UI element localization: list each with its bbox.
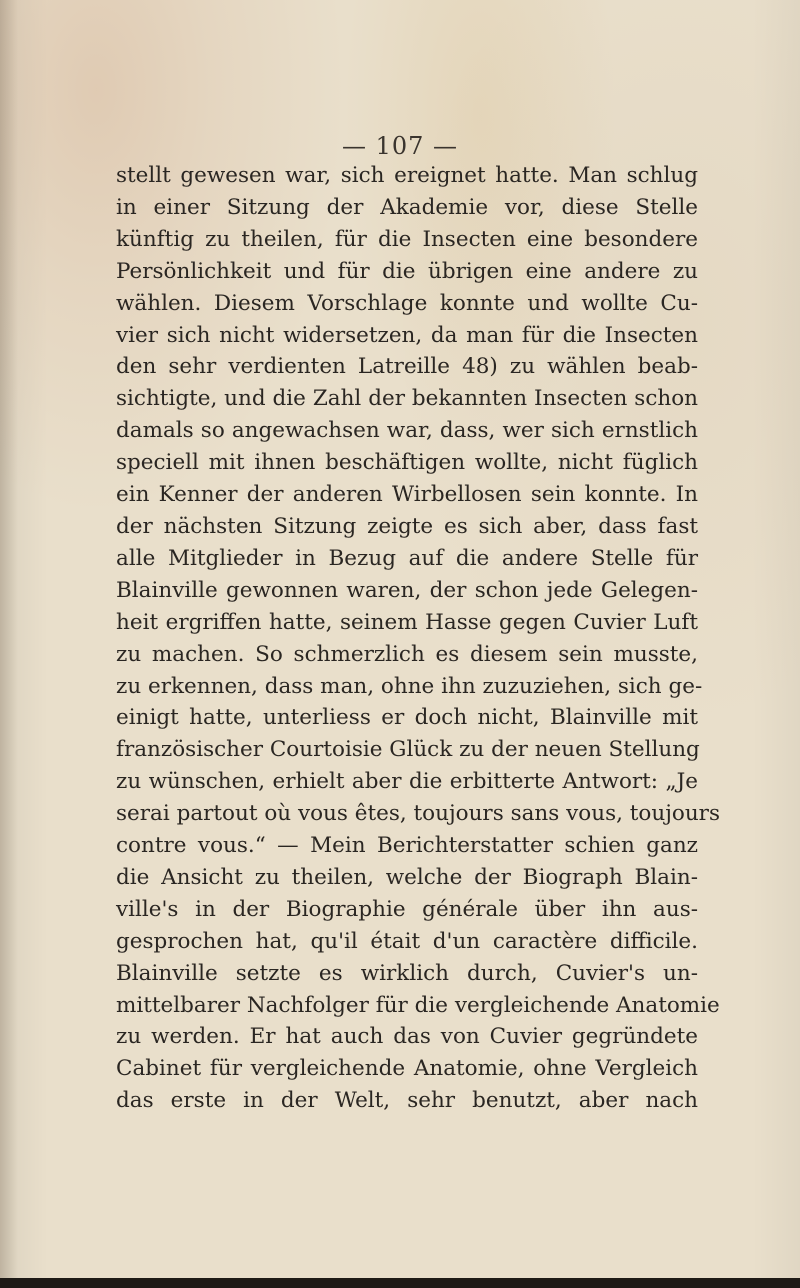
- text-line: wählen. Diesem Vorschlage konnte und wollte Cu-: [116, 290, 698, 316]
- text-line: zu erkennen, dass man, ohne ihn zuzuziehen, sich ge-: [116, 673, 703, 699]
- text-line: vier sich nicht widersetzen, da man für die Insecten: [116, 322, 698, 348]
- text-line: einigt hatte, unterliess er doch nicht, Blainville mit: [116, 705, 698, 731]
- text-line: mittelbarer Nachfolger für die vergleichende Anatomie: [116, 992, 720, 1018]
- body-text: [116, 160, 720, 1117]
- text-line: contre vous.“ — Mein Berichterstatter schien ganz: [116, 833, 698, 859]
- text-line: der nächsten Sitzung zeigte es sich aber, dass fast: [116, 513, 698, 539]
- text-line: den sehr verdienten Latreille 48) zu wählen beab-: [116, 354, 698, 380]
- text-line: damals so angewachsen war, dass, wer sich ernstlich: [116, 418, 698, 444]
- text-line: stellt gewesen war, sich ereignet hatte. Man schlug: [116, 163, 698, 188]
- text-line: serai partout où vous êtes, toujours sans vous, toujours: [116, 801, 720, 827]
- page-number: — 107 —: [341, 132, 459, 160]
- text-line: heit ergriffen hatte, seinem Hasse gegen Cuvier Luft: [116, 609, 698, 635]
- text-line: speciell mit ihnen beschäftigen wollte, nicht füglich: [116, 450, 698, 476]
- text-line: zu wünschen, erhielt aber die erbitterte Antwort: „Je: [116, 769, 698, 795]
- text-line: zu machen. So schmerzlich es diesem sein musste,: [116, 641, 698, 667]
- text-line: Blainville setzte es wirklich durch, Cuvier's un-: [116, 960, 698, 986]
- text-line: Cabinet für vergleichende Anatomie, ohne Vergleich: [116, 1056, 698, 1082]
- text-line: alle Mitglieder in Bezug auf die andere Stelle für: [116, 545, 698, 571]
- page-binding-shadow: [0, 0, 18, 1288]
- text-line: künftig zu theilen, für die Insecten eine besondere: [116, 226, 698, 252]
- text-line: Blainville gewonnen waren, der schon jede Gelegen-: [116, 577, 698, 603]
- text-line: Persönlichkeit und für die übrigen eine andere zu: [116, 258, 698, 284]
- text-line: in einer Sitzung der Akademie vor, diese Stelle: [116, 194, 698, 220]
- text-line: die Ansicht zu theilen, welche der Biograph Blain-: [116, 864, 698, 890]
- text-line: sichtigte, und die Zahl der bekannten Insecten schon: [116, 386, 698, 412]
- text-line: ville's in der Biographie générale über ihn aus-: [116, 896, 698, 922]
- text-line: gesprochen hat, qu'il était d'un caractère difficile.: [116, 928, 698, 954]
- text-line: ein Kenner der anderen Wirbellosen sein konnte. In: [116, 482, 698, 508]
- text-line: das erste in der Welt, sehr benutzt, aber nach: [116, 1088, 698, 1114]
- text-line: französischer Courtoisie Glück zu der neuen Stellung: [116, 737, 700, 763]
- page-bottom-edge: [0, 1278, 800, 1288]
- text-line: zu werden. Er hat auch das von Cuvier gegründete: [116, 1024, 698, 1050]
